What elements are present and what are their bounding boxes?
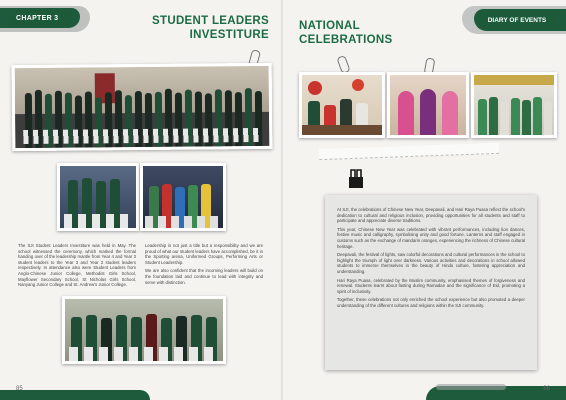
binder-clip-icon <box>346 168 366 190</box>
body-text-col-2 <box>145 243 263 288</box>
paragraph: Deepavali, the festival of lights, saw colorful decorations and cultural performances in the school to highlight the triumph of light over darkness. Various activities and decorations in school allowed students to immerse themselves in the beauty of Hindu culture, fostering appreciation and understanding. <box>337 252 525 274</box>
paragraph: We are also confident that the incoming leaders will build on the foundation laid and continue to lead with integrity and serve with distinction. <box>145 268 263 285</box>
page-title <box>299 19 392 47</box>
note-text <box>337 207 525 312</box>
photo-group-leaders <box>62 296 226 364</box>
diary-tag: DIARY OF EVENTS <box>478 12 556 28</box>
paragraph: Leadership is not just a title but a responsibility and we are proud of what our student leaders have accomplished, be it in the Sporting arena, Uniformed Groups, Performing Arts or Student Leadership. <box>145 243 263 265</box>
paragraph: Together, these celebrations not only enriched the school experience but also promoted a deeper understanding of the different cultures and religions within the SJI community. <box>337 297 525 308</box>
trousers <box>23 128 261 144</box>
photo-deepavali <box>387 72 469 138</box>
photo-group-blazers <box>57 163 139 231</box>
photo-group-sports <box>140 163 226 231</box>
page-number: 86 <box>543 386 550 392</box>
title-line-2: CELEBRATIONS <box>299 34 393 46</box>
page-title <box>152 14 269 42</box>
paragraph: Hari Raya Puasa, celebrated by the Muslim community, emphasised themes of forgiveness and renewal. Students learnt about fasting during Ramadan and the significance of Eid, promoting a spirit of inclusivity. <box>337 277 525 294</box>
paragraph: At SJI, the celebrations of Chinese New Year, Deepavali, and Hari Raya Puasa reflect the school's dedication to cultural and religious inclusion, providing opportunities for all students and staff to participate and appreciate diverse traditions. <box>337 207 525 224</box>
photo-hari-raya <box>471 72 557 138</box>
photo-chinese-new-year <box>299 72 385 138</box>
brush-decoration <box>436 384 506 390</box>
title-line-1: STUDENT LEADERS <box>152 15 269 27</box>
group-photo-investiture <box>12 63 273 151</box>
paragraph: The SJI Student Leaders Investiture was held in May. The school witnessed the ceremony, which marked the formal handing over of the leadership mantle from Year 4 and Year 3 student leaders to the Year 3 and Year 2 student leaders respectively. In attendance also were Student Leaders from Anglo-Chinese Junior College, Methodist Girls School, Mayflower Secondary School, St Nicholas Girls School, Nanyang Junior College and St. Andrew's Junior College. <box>18 243 136 288</box>
torn-paper-strip <box>319 143 499 160</box>
body-text-col-1 <box>18 243 136 291</box>
title-line-1: NATIONAL <box>299 20 360 32</box>
text-note-card <box>325 195 537 370</box>
chapter-tag: CHAPTER 3 <box>10 10 72 26</box>
title-line-2: INVESTITURE <box>189 29 269 41</box>
page-number: 85 <box>16 386 23 392</box>
right-page <box>283 0 566 400</box>
paragraph: This year, Chinese New Year was celebrated with vibrant performances, including lion dances, festive music and calligraphy, symbolising unity and good fortune. Lanterns and staff engaged in customs such as the exchange of mandarin oranges, experiencing the richness of Chinese cultural heritage. <box>337 226 525 249</box>
